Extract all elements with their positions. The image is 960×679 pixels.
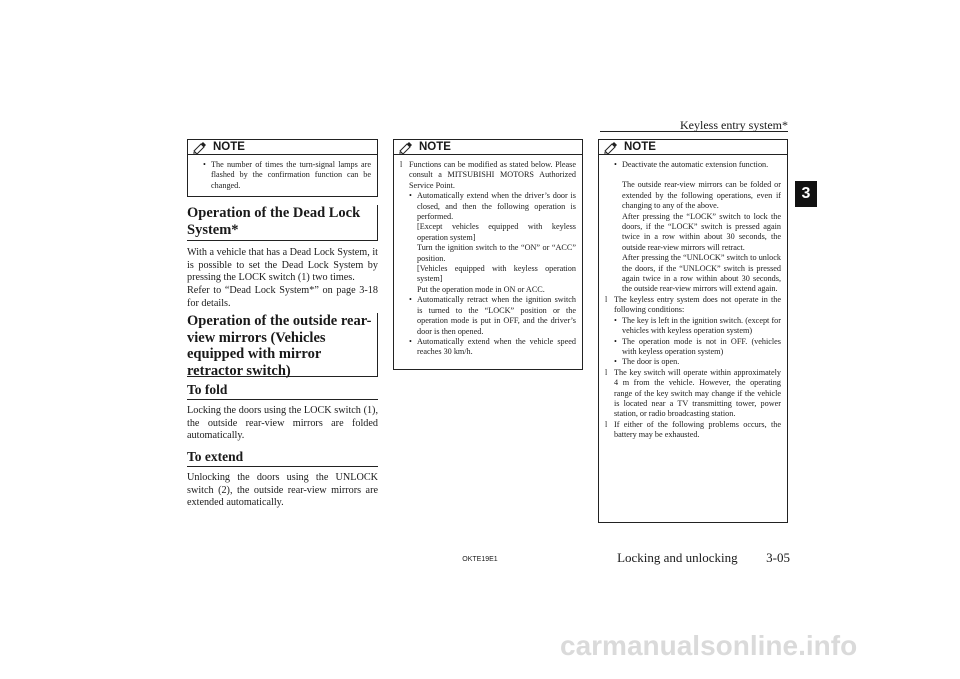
note-header [599,140,787,155]
bullet-marker: l [605,419,608,429]
bullet-marker: • [409,336,412,346]
note-header [188,140,377,155]
fold-paragraph: Locking the doors using the LOCK switch (1), the outside rear-view mirrors are folded automatically. [187,405,378,442]
note-body [394,155,582,362]
sub-item-text: Automatically retract when the ignition switch is turned to the “LOCK” position or the operation mode is put in OFF, and the driver’s door is then opened. [417,295,576,336]
page-number: 3-05 [766,550,790,565]
mirrors-section-header [187,313,378,377]
list-item-text: The keyless entry system does not operate in the following conditions: [614,294,781,315]
list-item-text: Functions can be modified as stated below. Please consult a MITSUBISHI MOTORS Authorized Service Point. [409,160,576,190]
list-item [605,368,781,420]
text-line: After pressing the “UNLOCK” switch to unlock the doors, if the “UNLOCK” switch is pressed again twice in a row within about 30 seconds, the outside rear-view mirrors will extend again. [622,253,781,294]
list-item [605,295,781,316]
sub-item [605,357,781,367]
left-note-box [187,139,378,197]
dead-lock-section-header [187,205,378,241]
note-pencil-icon [603,140,621,154]
page-footer [605,550,790,566]
sub-item [400,337,576,358]
header-rule [600,131,788,132]
sub-item [605,316,781,337]
dead-lock-paragraph: With a vehicle that has a Dead Lock System, it is possible to set the Dead Lock System by pressing the LOCK switch (1) two times. [187,247,378,284]
sub-item-text [417,191,576,295]
bullet-marker: • [203,160,206,169]
section-title: Operation of the outside rear-view mirrors (Vehicles equipped with mirror retractor switch) [187,313,372,379]
note-header [394,140,582,155]
note-pencil-icon [192,140,210,154]
sub-item-text [622,160,781,295]
text-line: Put the operation mode in ON or ACC. [417,284,545,294]
text-line: After pressing the “LOCK” switch to lock the doors, if the “LOCK” switch is pressed again twice in a row within about 30 seconds, the outside rear-view mirrors will retract. [622,211,781,252]
right-note-box [598,139,788,523]
chapter-tab: 3 [795,181,817,207]
bullet-marker: • [614,160,617,169]
text-line: [Vehicles equipped with keyless operation system] [417,264,576,284]
list-item [194,160,371,191]
bullet-marker: • [409,191,412,201]
sub-item [605,337,781,358]
bullet-marker: l [605,294,608,304]
note-body [188,155,377,195]
extend-paragraph: Unlocking the doors using the UNLOCK switch (2), the outside rear-view mirrors are extended automatically. [187,472,378,509]
dead-lock-reference: Refer to “Dead Lock System*” on page 3-18 for details. [187,285,378,309]
list-item-text: If either of the following problems occurs, the battery may be exhausted. [614,419,781,440]
sub-item [605,160,781,295]
note-label: NOTE [624,141,656,153]
bullet-marker: • [614,315,617,325]
footer-section: Locking and unlocking [617,550,738,565]
sub-item-text: The door is open. [622,357,680,367]
sub-item-text: Automatically extend when the vehicle speed reaches 30 km/h. [417,336,576,357]
text-line: Turn the ignition switch to the “ON” or “ACC” position. [417,243,576,263]
middle-note-box [393,139,583,370]
text-line: Automatically extend when the driver’s door is closed, and then the following operation is performed. [417,191,576,222]
sub-item [400,295,576,337]
note-label: NOTE [213,141,245,153]
list-item-text: The key switch will operate within approximately 4 m from the vehicle. However, the operating range of the key switch may change if the vehicle is located near a TV transmitting tower, power station, or radio broadcasting station. [614,367,781,419]
watermark-logo: carmanualsonline.info [560,630,858,661]
fold-heading: To fold [187,382,378,400]
list-item-text: The number of times the turn-signal lamps are flashed by the confirmation function can be changed. [211,160,371,190]
sub-item-text: The key is left in the ignition switch. (except for vehicles with keyless operation system) [622,315,781,336]
note-label: NOTE [419,141,451,153]
extend-heading: To extend [187,449,378,467]
bullet-marker: • [614,357,617,367]
note-body [599,155,787,445]
text-line: The outside rear-view mirrors can be folded or extended by the following operations, even if changing to any of the above. [622,180,781,211]
list-item [400,160,576,191]
text-line: Deactivate the automatic extension function. [622,160,769,169]
sub-item-text: The operation mode is not in OFF. (vehicles with keyless operation system) [622,336,781,356]
bullet-marker: • [614,336,617,346]
sub-item [400,191,576,295]
text-line: [Except vehicles equipped with keyless operation system] [417,222,576,242]
list-item [605,420,781,441]
bullet-marker: l [400,160,403,169]
section-title: Operation of the Dead Lock System* [187,205,361,238]
bullet-marker: • [409,295,412,305]
document-code: OKTE19E1 [462,556,498,563]
note-pencil-icon [398,140,416,154]
running-header: Keyless entry system* [680,118,788,132]
bullet-marker: l [605,367,608,377]
